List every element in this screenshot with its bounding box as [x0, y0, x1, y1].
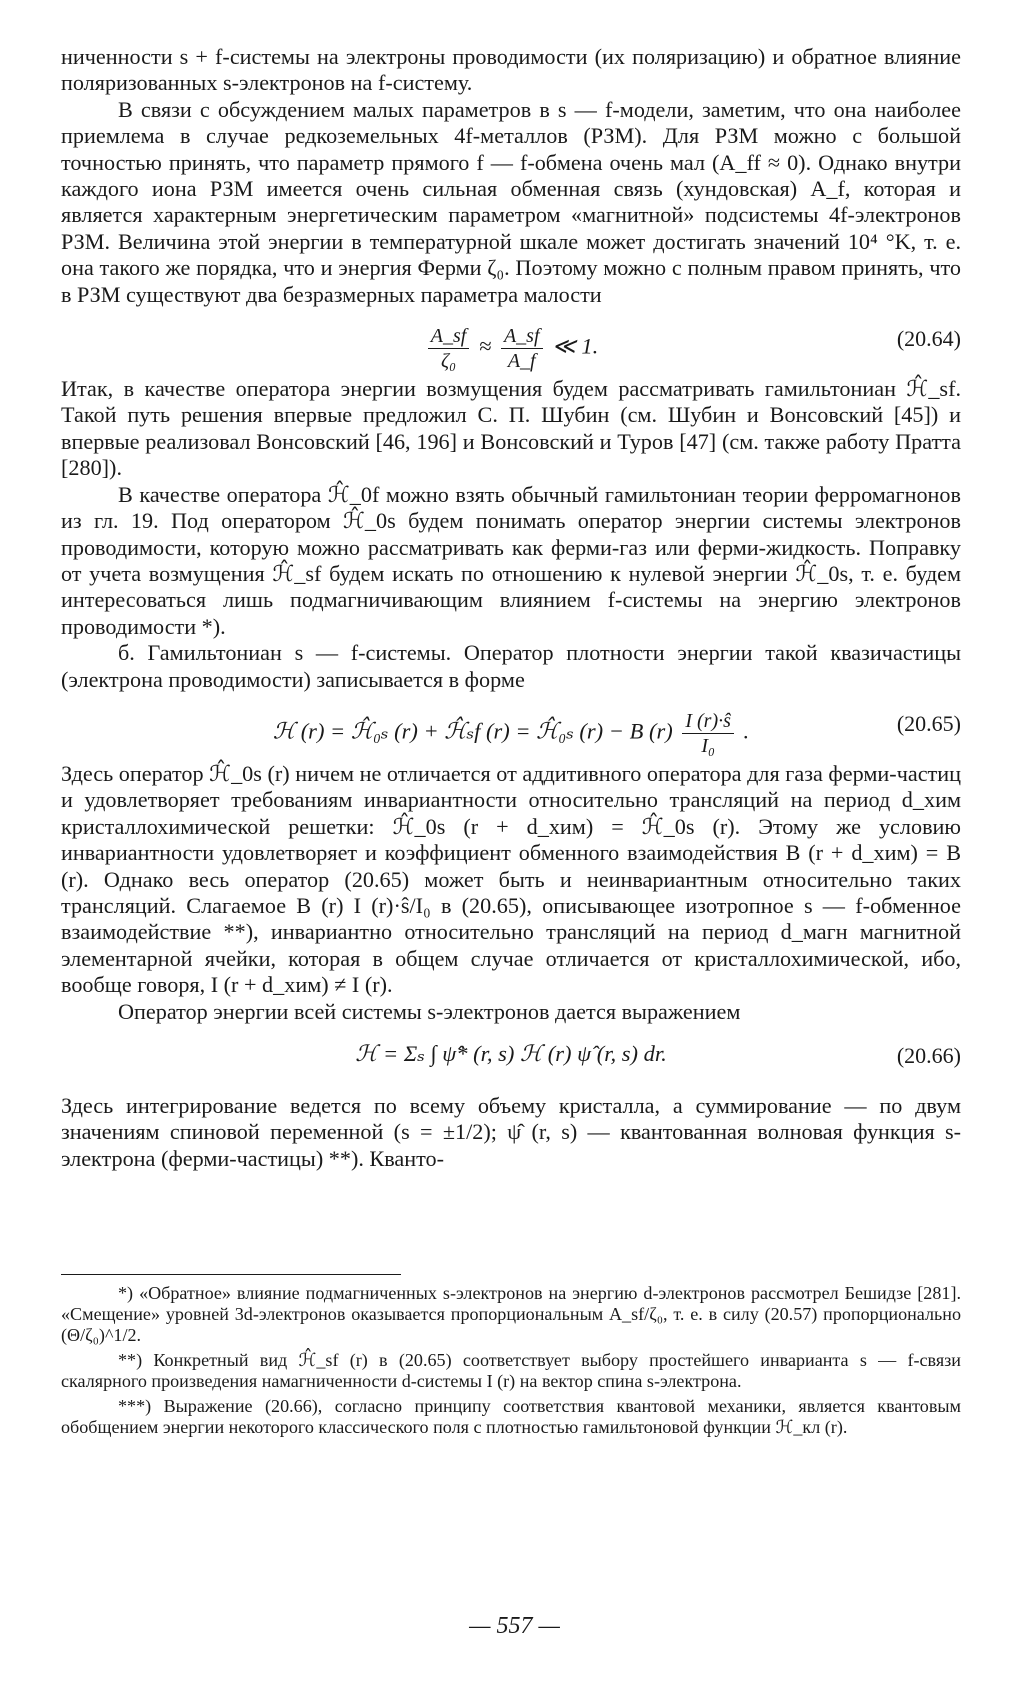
footnotes: [61, 1274, 961, 1442]
footnote-3: ***) Выражение (20.66), согласно принципу соответствия квантовой механики, является квантовым обобщением энергии некоторого классического поля с плотностью гамильтоновой функции ℋ_кл (r).: [61, 1396, 961, 1437]
equation-20-64-expression: [61, 324, 961, 373]
paragraph-integration: Здесь интегрирование ведется по всему объему кристалла, а суммирование — по двум значениям спиновой переменной (s = ±1/2); ψ̂ (r, s) — квантованная волновая функция s-электрона (ферми-частицы) **). Кванто-: [61, 1093, 961, 1171]
fraction-i-dot-s-over-i0: [682, 709, 734, 758]
footnote-divider: [61, 1274, 401, 1275]
equation-number: (20.65): [896, 710, 961, 736]
approx-sign: ≈: [478, 333, 492, 359]
equation-20-66: [61, 1027, 961, 1087]
fraction-asf-over-af: [501, 324, 543, 373]
paragraph-perturbation-operator: Итак, в качестве оператора энергии возмущения будем рассматривать гамильтониан ℋ̂_sf. Такой путь решения впервые предложил С. П. Шубин (см. Шубин и Вонсовский [45]) и впервые реализовал Вонсовский [46, 196] и Вонсовский и Туров [47] (см. также работу Пратта [280]).: [61, 376, 961, 481]
equation-20-64: [61, 310, 961, 373]
paragraph-total-energy: Оператор энергии всей системы s-электронов дается выражением: [118, 998, 741, 1024]
equation-20-65: [61, 695, 961, 755]
paragraph-continuation: ниченности s + f-системы на электроны проводимости (их поляризацию) и обратное влияние поляризованных s-электронов на f-систему.: [61, 44, 961, 96]
paragraph-small-parameters: В связи с обсуждением малых параметров в s — f-модели, заметим, что она наиболее приемлема в случае редкоземельных 4f-металлов (РЗМ). Для РЗМ можно с большой точностью принять, что параметр прямого f — f-обмена очень мал (A_ff ≈ 0). Однако внутри каждого иона РЗМ имеется очень сильная обменная связь (хундовская) A_f, которая и является характерным энергетическим параметром «магнитной» подсистемы 4f-электронов РЗМ. Величина этой энергии в температурной шкале может достигать значений 10⁴ °K, т. е. она такого же порядка, что и энергия Ферми ζ₀. Поэтому можно с полным правом принять, что в РЗМ существуют два безразмерных параметра малости: [61, 96, 961, 307]
footnote-1: *) «Обратное» влияние подмагниченных s-электронов на энергию d-электронов рассмотрел Бешидзе [281]. «Смещение» уровней 3d-электронов оказывается пропорциональным A_sf/ζ₀, т. е. в силу (20.57) пропорционально (Θ/ζ₀)^1/2.: [61, 1283, 961, 1345]
fraction-denominator: I₀: [701, 734, 715, 757]
fraction-denominator: ζ₀: [441, 350, 457, 373]
page-number: — 557 —: [469, 1613, 560, 1639]
fraction-numerator: I (r)·ŝ: [682, 709, 734, 734]
paragraph-hamiltonian-heading: б. Гамильтониан s — f-системы. Оператор плотности энергии такой квазичастицы (электрона проводимости) записывается в форме: [61, 640, 961, 692]
main-text-column: [61, 44, 961, 1172]
much-less-than-one: ≪ 1.: [552, 333, 599, 359]
fraction-numerator: A_sf: [428, 324, 470, 349]
paragraph-translation-invariance: Здесь оператор ℋ̂_0s (r) ничем не отличается от аддитивного оператора для газа ферми-частиц и удовлетворяет требованиям инвариантности относительно трансляций на период d_хим кристаллохимической решетки: ℋ̂_0s (r + d_хим) = ℋ̂_0s (r). Этому же условию инвариантности удовлетворяет и коэффициент обменного взаимодействия B (r + d_хим) = B (r). Однако весь оператор (20.65) может быть и неинвариантным относительно таких трансляций. Слагаемое B (r) I (r)·ŝ/I₀ в (20.65), описывающее изотропное s — f-обменное взаимодействие **), инвариантно относительно трансляций на период d_магн магнитной элементарной ячейки, которая в общем случае отличается от кристаллохимической, ибо, вообще говоря, I (r + d_хим) ≠ I (r).: [61, 760, 961, 998]
equation-20-65-expression: [61, 709, 961, 758]
fraction-denominator: A_f: [507, 350, 536, 373]
equation-number: (20.64): [896, 326, 961, 352]
fraction-asf-over-zeta0: [428, 324, 470, 373]
fraction-numerator: A_sf: [501, 324, 543, 349]
equation-20-65-lhs: ℋ (r) = ℋ̂₀ₛ (r) + ℋ̂ₛf (r) = ℋ̂₀ₛ (r) − B (r): [272, 718, 673, 744]
equation-20-66-expression: ℋ = Σₛ ∫ ψ̂* (r, s) ℋ (r) ψ̂ (r, s) dr.: [355, 1041, 667, 1066]
footnote-2: **) Конкретный вид ℋ̂_sf (r) в (20.65) соответствует выбору простейшего инварианта s — f-связи скалярного произведения намагниченности d-системы I (r) на вектор спина s-электрона.: [61, 1350, 961, 1391]
equation-number: (20.66): [896, 1043, 961, 1068]
paragraph-zero-operator: В качестве оператора ℋ̂_0f можно взять обычный гамильтониан теории ферромагнонов из гл. 19. Под оператором ℋ̂_0s будем понимать оператор энергии системы электронов проводимости, которую можно рассматривать как ферми-газ или ферми-жидкость. Поправку от учета возмущения ℋ̂_sf будем искать по отношению к нулевой энергии ℋ̂_0s, т. е. будем интересоваться лишь подмагничивающим влиянием f-системы на энергию электронов проводимости *).: [61, 481, 961, 639]
equation-period: .: [743, 718, 750, 744]
